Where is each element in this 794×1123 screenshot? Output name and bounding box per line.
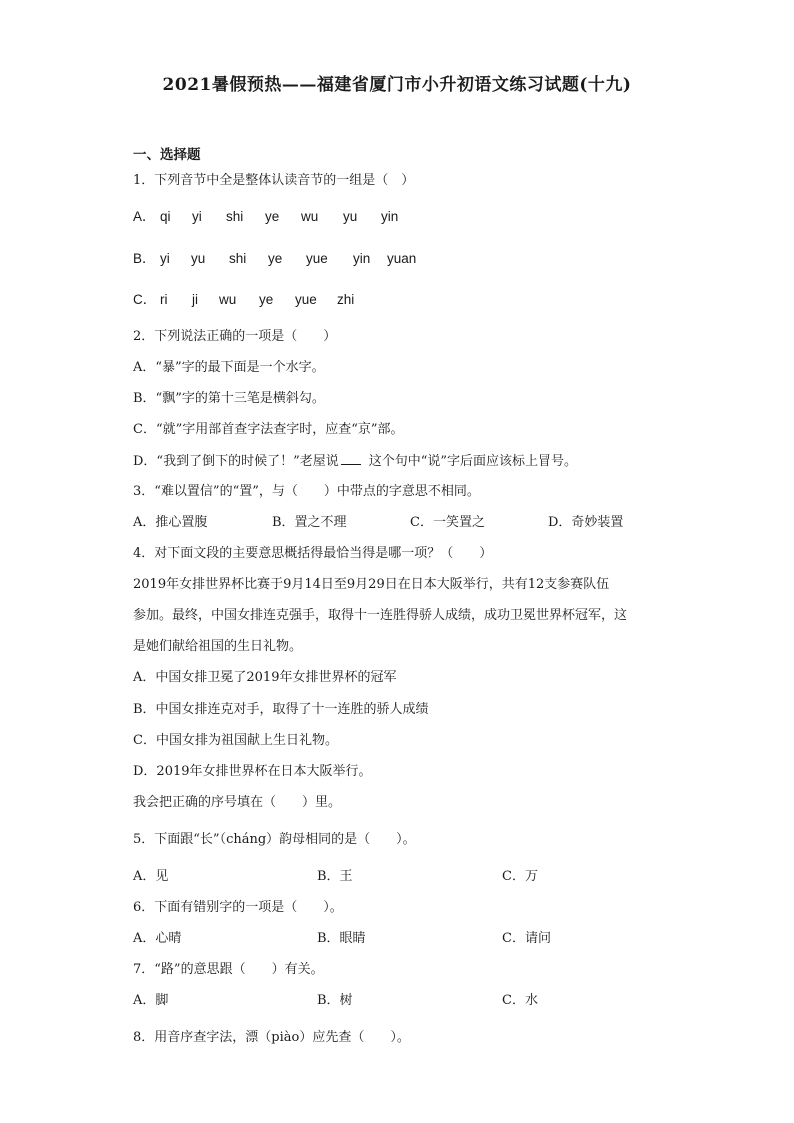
syllable: ye — [268, 251, 283, 266]
question-1-option-a — [133, 208, 398, 226]
syllable: qi — [160, 209, 171, 224]
question-5-stem: 5．下面跟“长”（cháng）韵母相同的是（ ）。 — [133, 832, 416, 847]
syllable: ye — [259, 292, 274, 307]
question-4-option-c: C．中国女排为祖国献上生日礼物。 — [133, 733, 338, 748]
question-6-option-c: C．请问 — [502, 931, 551, 946]
syllable: yi — [160, 251, 170, 266]
question-4-passage: 是她们献给祖国的生日礼物。 — [133, 639, 303, 654]
option-label: A． — [133, 209, 156, 224]
question-6-option-b: B．眼睛 — [317, 931, 366, 946]
syllable: wu — [301, 209, 319, 224]
question-4-answer-line: 我会把正确的序号填在（ ）里。 — [133, 795, 342, 810]
question-7-stem: 7．“路”的意思跟（ ）有关。 — [133, 962, 324, 977]
syllable: yi — [192, 209, 202, 224]
question-4-stem: 4．对下面文段的主要意思概括得最恰当得是哪一项？（ ） — [133, 546, 493, 561]
question-3-option-c: C．一笑置之 — [410, 515, 485, 530]
syllable: wu — [219, 292, 237, 307]
question-5-option-c: C．万 — [502, 869, 538, 884]
question-1-option-b — [133, 250, 416, 268]
syllable: ji — [192, 292, 198, 307]
syllable: yin — [353, 251, 371, 266]
option-label: C． — [133, 292, 157, 307]
syllable: yuan — [387, 251, 417, 266]
question-4-passage: 参加。最终，中国女排连克强手，取得十一连胜得骄人成绩，成功卫冕世界杯冠军，这 — [133, 608, 628, 623]
question-2-option-b: B．“飘”字的第十三笔是横斜勾。 — [133, 391, 325, 406]
question-1-option-c — [133, 291, 354, 309]
question-4-passage: 2019年女排世界杯比赛于9月14日至9月29日在日本大阪举行，共有12支参赛队伍 — [133, 577, 610, 592]
syllable: zhi — [337, 292, 355, 307]
question-4-option-b: B．中国女排连克对手，取得了十一连胜的骄人成绩 — [133, 702, 429, 717]
question-4-option-d: D．2019年女排世界杯在日本大阪举行。 — [133, 764, 372, 779]
syllable: shi — [229, 251, 247, 266]
syllable: ye — [265, 209, 280, 224]
question-7-option-c: C．水 — [502, 993, 538, 1008]
question-8-stem: 8．用音序查字法，漂（piào）应先查（ ）。 — [133, 1030, 410, 1045]
question-6-option-a: A．心晴 — [133, 931, 182, 946]
question-1-stem: 1．下列音节中全是整体认读音节的一组是（ ） — [133, 173, 415, 188]
syllable: yue — [306, 251, 328, 266]
syllable: yu — [191, 251, 206, 266]
syllable: yue — [295, 292, 317, 307]
question-5-option-b: B．王 — [317, 869, 353, 884]
question-2-option-d — [133, 452, 577, 471]
question-7-option-b: B．树 — [317, 993, 353, 1008]
syllable: yin — [381, 209, 399, 224]
question-3-option-b: B．置之不理 — [272, 515, 347, 530]
option-text: D．“我到了倒下的时候了！”老屋说 — [133, 454, 339, 469]
question-3-option-a: A．推心置腹 — [133, 515, 208, 530]
question-4-option-a: A．中国女排卫冕了2019年女排世界杯的冠军 — [133, 670, 397, 685]
option-label: B． — [133, 251, 156, 266]
question-2-stem: 2．下列说法正确的一项是（ ） — [133, 329, 337, 344]
question-3-stem: 3．“难以置信”的“置”，与（ ）中带点的字意思不相同。 — [133, 484, 480, 499]
syllable: yu — [343, 209, 358, 224]
question-6-stem: 6．下面有错别字的一项是（ ）。 — [133, 900, 343, 915]
question-3-option-d: D．奇妙装置 — [548, 515, 624, 530]
question-5-option-a: A．见 — [133, 869, 169, 884]
syllable: shi — [226, 209, 244, 224]
question-2-option-c: C．“就”字用部首查字法查字时，应查“京”部。 — [133, 422, 404, 437]
question-2-option-a: A．“暴”字的最下面是一个水字。 — [133, 360, 325, 375]
question-7-option-a: A．脚 — [133, 993, 169, 1008]
syllable: ri — [160, 292, 168, 307]
page-title: 2021暑假预热——福建省厦门市小升初语文练习试题(十九) — [162, 75, 632, 95]
option-text: 这个句中“说”字后面应该标上冒号。 — [368, 454, 578, 469]
section-heading: 一、选择题 — [133, 147, 201, 163]
fill-blank[interactable] — [341, 452, 361, 465]
